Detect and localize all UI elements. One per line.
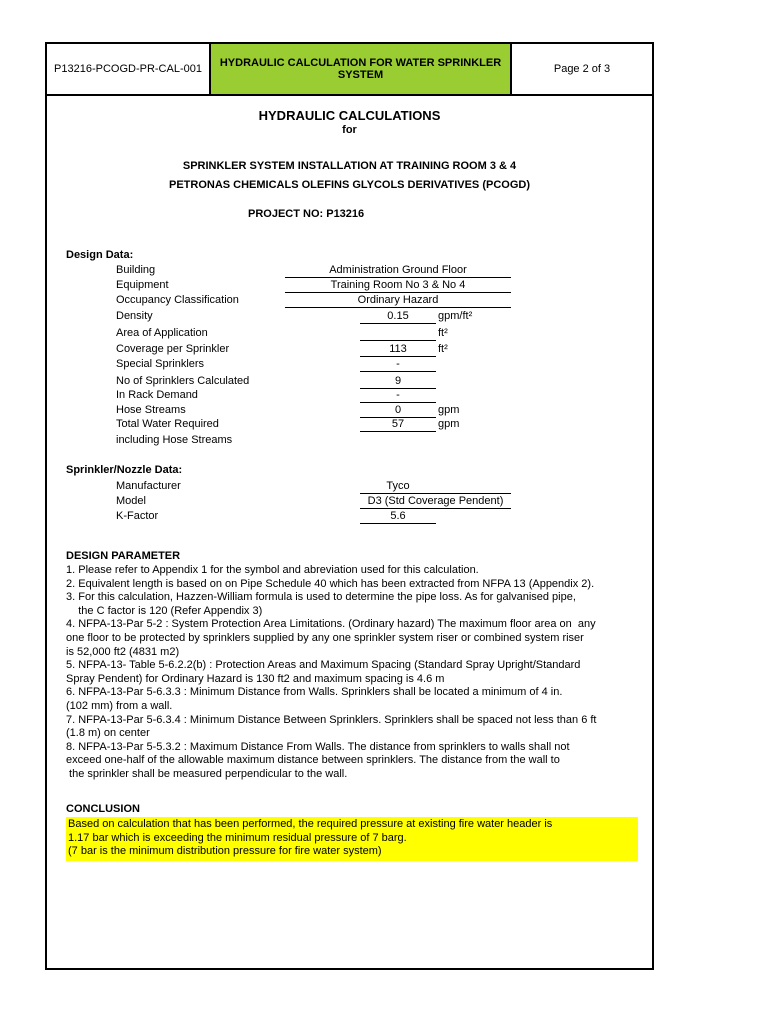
dd-label-hose-streams: Hose Streams [116,404,186,416]
nz-label-manufacturer: Manufacturer [116,480,181,492]
design-parameter-line: the sprinkler shall be measured perpendicular to the wall. [66,767,348,780]
design-data-heading: Design Data: [66,249,134,261]
dd-label-density: Density [116,310,153,322]
dd-value-total-water: 57 [360,417,436,432]
dd-unit-total-water: gpm [438,418,460,430]
title-line-2: PETRONAS CHEMICALS OLEFINS GLYCOLS DERIVATIVES (PCOGD) [169,179,530,191]
dd-unit-hose-streams: gpm [438,404,460,416]
dd-label-total-water: Total Water Required [116,418,219,430]
design-parameter-line: 7. NFPA-13-Par 5-6.3.4 : Minimum Distance Between Sprinklers. Sprinklers shall be spaced not less than 6 ft [66,713,597,726]
dd-unit-coverage: ft² [438,343,448,355]
conclusion-line: Based on calculation that has been performed, the required pressure at existing fire water header is [68,818,553,830]
dd-value-sprinklers-calculated: 9 [360,374,436,389]
design-parameter-line: (1.8 m) on center [66,727,150,740]
conclusion-heading: CONCLUSION [66,803,140,815]
design-parameter-line: 3. For this calculation, Hazzen-William formula is used to determine the pipe loss. As for galvanised pipe, [66,591,576,604]
dd-value-coverage: 113 [360,342,436,357]
dd-label-coverage: Coverage per Sprinkler [116,343,230,355]
design-parameter-line: exceed one-half of the allowable maximum distance between sprinklers. The distance from the wall to [66,754,560,767]
dd-unit-density: gpm/ft² [438,310,473,322]
nz-value-manufacturer: Tyco [386,480,410,492]
dd-label-building: Building [116,264,156,276]
design-parameter-line: 4. NFPA-13-Par 5-2 : System Protection Area Limitations. (Ordinary hazard) The maximum floor area on any [66,618,596,631]
title-line-1: SPRINKLER SYSTEM INSTALLATION AT TRAINING ROOM 3 & 4 [182,160,517,172]
page-indicator: Page 2 of 3 [553,63,611,75]
nz-label-k-factor: K-Factor [116,510,159,522]
doc-number: P13216-PCOGD-PR-CAL-001 [54,63,202,75]
design-parameter-line: 1. Please refer to Appendix 1 for the symbol and abreviation used for this calculation. [66,564,479,576]
nz-label-model: Model [116,495,146,507]
nz-value-model: D3 (Std Coverage Pendent) [360,493,511,509]
design-parameter-line: Spray Pendent) for Ordinary Hazard is 130 ft2 and maximum spacing is 4.6 m [66,672,445,685]
conclusion-highlight [66,817,638,861]
design-parameter-line: 5. NFPA-13- Table 5-6.2.2(b) : Protection Areas and Maximum Spacing (Standard Spray Upright/Standard [66,659,581,672]
design-parameter-line: one floor to be protected by sprinklers supplied by any one sprinkler system riser or combined system riser [66,631,584,644]
design-parameter-list [66,564,636,782]
design-parameter-heading: DESIGN PARAMETER [66,550,181,562]
dd-label-equipment: Equipment [116,279,169,291]
dd-value-building: Administration Ground Floor [285,263,511,278]
nz-value-k-factor: 5.6 [360,509,436,524]
dd-value-equipment: Training Room No 3 & No 4 [285,278,511,293]
design-parameter-line: 8. NFPA-13-Par 5-5.3.2 : Maximum Distance From Walls. The distance from sprinklers to walls shall not [66,740,570,753]
design-parameter-line: 6. NFPA-13-Par 5-6.3.3 : Minimum Distance from Walls. Sprinklers shall be located a minimum of 4 in. [66,686,563,699]
dd-label-area: Area of Application [116,327,208,339]
main-title: HYDRAULIC CALCULATIONS [258,108,441,123]
dd-value-density: 0.15 [360,309,436,324]
dd-label-including-hose: including Hose Streams [116,434,233,446]
dd-unit-area: ft² [438,327,448,339]
dd-value-hose-streams: 0 [360,403,436,418]
project-number: PROJECT NO: P13216 [248,208,365,220]
dd-label-rack-demand: In Rack Demand [116,389,198,401]
document-frame [45,42,654,970]
dd-value-occupancy: Ordinary Hazard [285,293,511,308]
dd-label-occupancy: Occupancy Classification [116,294,239,306]
design-parameter-line: is 52,000 ft2 (4831 m2) [66,645,180,658]
header-table [47,44,652,96]
design-parameter-line: 2. Equivalent length is based on on Pipe Schedule 40 which has been extracted from NFPA 13 (Appendix 2). [66,577,595,590]
nozzle-data-heading: Sprinkler/Nozzle Data: [66,464,183,476]
design-parameter-line: (102 mm) from a wall. [66,699,173,712]
dd-value-area [360,326,436,341]
dd-value-rack-demand: - [360,388,436,403]
dd-value-special: - [360,357,436,372]
dd-label-sprinklers-calculated: No of Sprinklers Calculated [116,375,250,387]
conclusion-line: 1.17 bar which is exceeding the minimum residual pressure of 7 barg. [68,831,407,844]
doc-title: HYDRAULIC CALCULATION FOR WATER SPRINKLER SYSTEM [209,44,512,94]
title-for: for [342,124,357,136]
design-parameter-line: the C factor is 120 (Refer Appendix 3) [66,604,263,617]
dd-label-special: Special Sprinklers [116,358,205,370]
conclusion-line: (7 bar is the minimum distribution pressure for fire water system) [68,845,382,858]
